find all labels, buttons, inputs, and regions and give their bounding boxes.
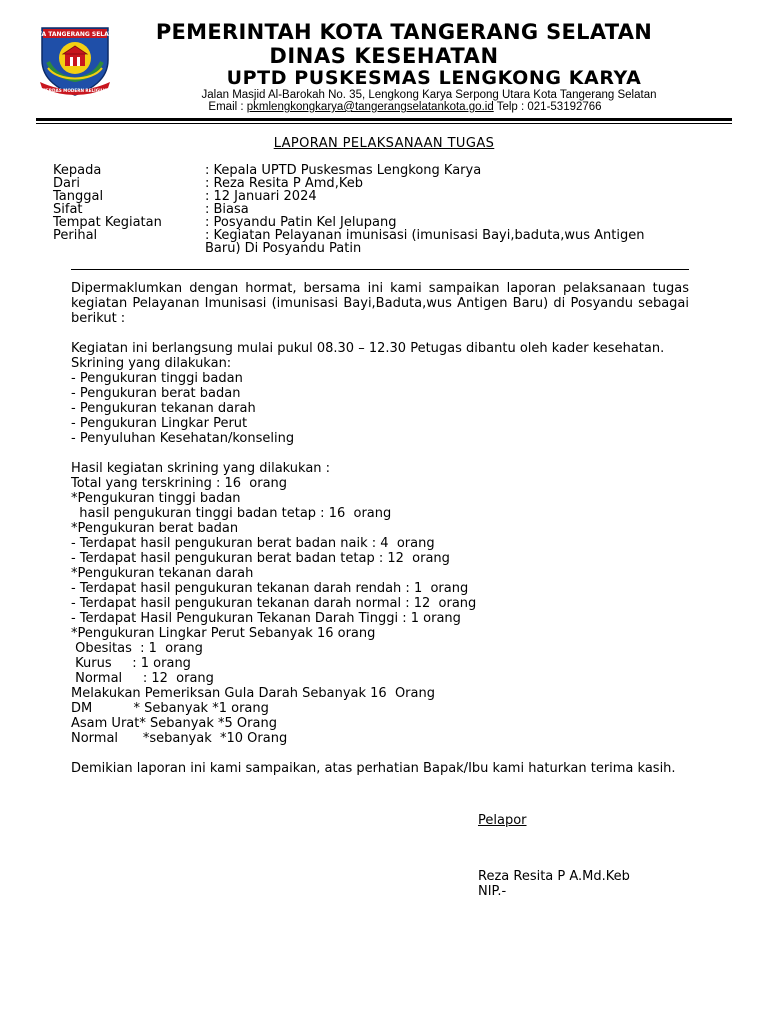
screening-line: - Pengukuran tinggi badan <box>71 371 243 386</box>
result-line: Total yang terskrining : 16 orang <box>71 476 288 491</box>
signature-block <box>478 869 630 899</box>
header-divider <box>71 269 689 270</box>
letterhead-rule-thick <box>36 118 732 121</box>
closing-paragraph: Demikian laporan ini kami sampaikan, atas perhatian Bapak/Ibu kami haturkan terima kasih. <box>71 761 676 776</box>
field-label: Kepada <box>53 163 102 178</box>
field-label-empty <box>53 242 205 255</box>
letterhead-address: Jalan Masjid Al-Barokah No. 35, Lengkong Karya Serpong Utara Kota Tangerang Selatan <box>201 89 657 101</box>
email-link[interactable]: pkmlengkongkarya@tangerangselatankota.go.id <box>246 101 494 113</box>
email-label: Email : <box>208 101 247 113</box>
result-line: - Terdapat Hasil Pengukuran Tekanan Darah Tinggi : 1 orang <box>71 611 461 626</box>
field-value: : Biasa <box>205 202 249 217</box>
letterhead-contact <box>116 100 694 114</box>
result-line: - Terdapat hasil pengukuran berat badan naik : 4 orang <box>71 536 435 551</box>
header-fields <box>53 164 693 255</box>
logo-banner-text: KOTA TANGERANG SELATAN <box>28 31 122 38</box>
result-line: *Pengukuran Lingkar Perut Sebanyak 16 orang <box>71 626 376 641</box>
results-list <box>71 461 689 746</box>
result-line: - Terdapat hasil pengukuran tekanan darah normal : 12 orang <box>71 596 477 611</box>
activity-paragraph: Kegiatan ini berlangsung mulai pukul 08.30 – 12.30 Petugas dibantu oleh kader kesehatan. <box>71 341 665 356</box>
result-line: - Terdapat hasil pengukuran tekanan darah rendah : 1 orang <box>71 581 469 596</box>
field-label: Tanggal <box>53 189 104 204</box>
spacer <box>71 326 689 341</box>
field-row-dari <box>53 177 693 190</box>
field-value: : Posyandu Patin Kel Jelupang <box>205 215 397 230</box>
result-line: DM * Sebanyak *1 orang <box>71 701 269 716</box>
field-value: : Kepala UPTD Puskesmas Lengkong Karya <box>205 163 482 178</box>
city-logo <box>28 22 122 96</box>
field-value: : 12 Januari 2024 <box>205 189 317 204</box>
field-row-tanggal <box>53 190 693 203</box>
logo-motto-text: CERDAS MODERN RELIGIUS <box>42 88 108 93</box>
field-label: Sifat <box>53 202 83 217</box>
spacer <box>71 446 689 461</box>
reporter-role: Pelapor <box>478 813 527 828</box>
letterhead-department: DINAS KESEHATAN <box>269 44 499 68</box>
screening-line: - Pengukuran tekanan darah <box>71 401 256 416</box>
field-label: Dari <box>53 176 80 191</box>
coat-of-arms-icon <box>28 22 122 96</box>
field-value: : Reza Resita P Amd,Keb <box>205 176 363 191</box>
field-row-perihal <box>53 229 693 242</box>
report-title: LAPORAN PELAKSANAAN TUGAS <box>273 136 495 151</box>
result-line: Hasil kegiatan skrining yang dilakukan : <box>71 461 331 476</box>
result-line: *Pengukuran tekanan darah <box>71 566 254 581</box>
result-line: *Pengukuran berat badan <box>71 521 239 536</box>
screening-line: - Penyuluhan Kesehatan/konseling <box>71 431 295 446</box>
result-line: Normal *sebanyak *10 Orang <box>71 731 288 746</box>
result-line: Asam Urat* Sebanyak *5 Orang <box>71 716 277 731</box>
field-row-perihal-cont <box>53 242 693 255</box>
reporter-name: Reza Resita P A.Md.Keb <box>478 869 630 884</box>
report-body <box>71 281 689 776</box>
screening-line: Skrining yang dilakukan: <box>71 356 232 371</box>
field-value-continued: Baru) Di Posyandu Patin <box>205 241 362 256</box>
screening-list <box>71 356 689 446</box>
field-label: Perihal <box>53 228 98 243</box>
result-line: *Pengukuran tinggi badan <box>71 491 241 506</box>
result-line: Melakukan Pemeriksan Gula Darah Sebanyak 16 Orang <box>71 686 435 701</box>
spacer <box>71 746 689 761</box>
letterhead-unit: UPTD PUSKESMAS LENGKONG KARYA <box>226 67 642 89</box>
result-line: Obesitas : 1 orang <box>71 641 203 656</box>
phone-text: Telp : 021-53192766 <box>493 101 602 113</box>
intro-paragraph: Dipermaklumkan dengan hormat, bersama ini kami sampaikan laporan pelaksanaan tugas kegiatan Pelayanan Imunisasi (imunisasi Bayi,Baduta,wus Antigen Baru) di Posyandu sebagai berikut : <box>71 281 689 326</box>
reporter-nip: NIP.- <box>478 884 507 899</box>
letterhead-government: PEMERINTAH KOTA TANGERANG SELATAN <box>155 20 653 44</box>
result-line: Normal : 12 orang <box>71 671 214 686</box>
screening-line: - Pengukuran Lingkar Perut <box>71 416 248 431</box>
screening-line: - Pengukuran berat badan <box>71 386 241 401</box>
field-label: Tempat Kegiatan <box>53 215 162 230</box>
letterhead-rule-thin <box>36 123 732 124</box>
field-row-kepada <box>53 164 693 177</box>
result-line: hasil pengukuran tinggi badan tetap : 16 orang <box>71 506 392 521</box>
result-line: Kurus : 1 orang <box>71 656 191 671</box>
field-value: : Kegiatan Pelayanan imunisasi (imunisasi Bayi,baduta,wus Antigen <box>205 228 645 243</box>
result-line: - Terdapat hasil pengukuran berat badan tetap : 12 orang <box>71 551 450 566</box>
